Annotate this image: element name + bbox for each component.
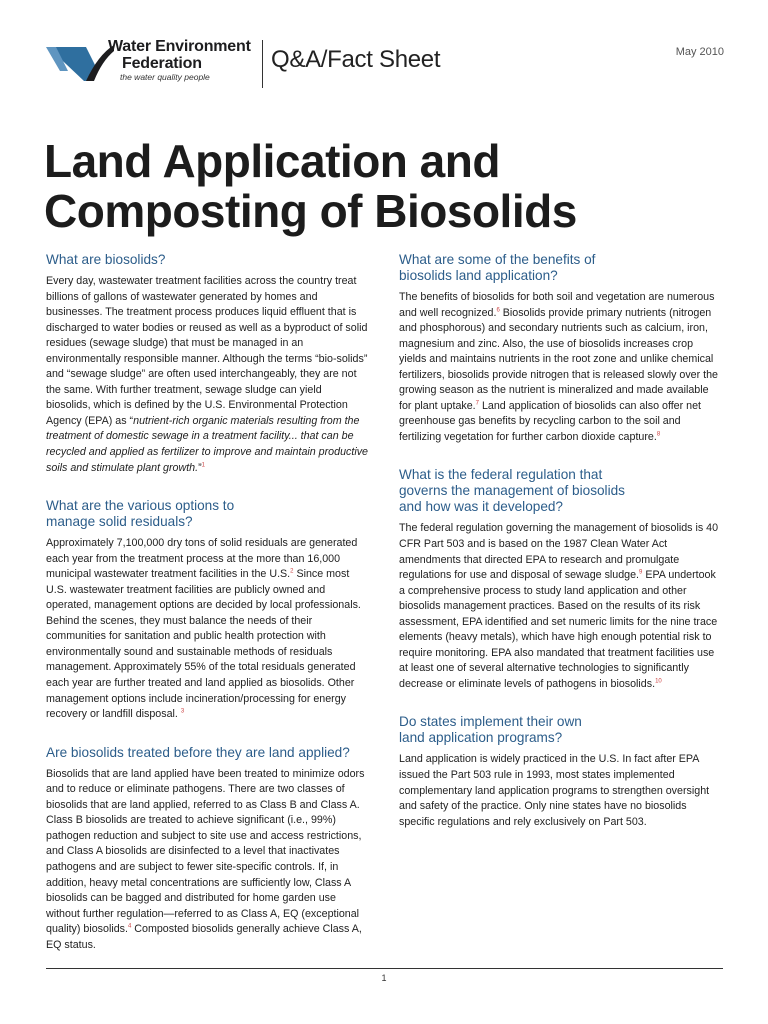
body-text: ” bbox=[198, 461, 202, 474]
org-tagline: the water quality people bbox=[120, 72, 210, 82]
qa-section bbox=[46, 252, 368, 476]
section-body bbox=[46, 536, 368, 723]
reference-marker: 9 bbox=[639, 569, 643, 576]
section-heading: Do states implement their own land application programs? bbox=[399, 714, 582, 746]
reference-marker: 4 bbox=[127, 923, 132, 930]
wef-logo-icon bbox=[46, 41, 116, 85]
title-line-1: Land Application and bbox=[44, 135, 500, 187]
document-title bbox=[44, 136, 724, 236]
org-logo-text bbox=[108, 38, 251, 82]
qa-section bbox=[399, 467, 723, 692]
section-body bbox=[46, 274, 368, 476]
reference-marker: 2 bbox=[290, 568, 294, 575]
header-divider bbox=[262, 40, 263, 88]
qa-section bbox=[46, 498, 368, 723]
reference-marker: 6 bbox=[496, 306, 500, 313]
qa-section bbox=[399, 714, 723, 830]
reference-marker: 1 bbox=[201, 462, 205, 468]
reference-marker: 3 bbox=[180, 708, 185, 715]
section-body bbox=[399, 752, 723, 830]
body-text: EPA undertook a comprehensive process to study land application and other biosolids management practices. Based on the results of its risk assessment, EPA identified and set numeric limits for the nine trace elements (heavy metals), which have high enough potential risk to require monitoring. EPA also mandated that treatment facilities use at least one of several alternative technologies to significantly decrease or eliminate levels of pathogens in biosolids. bbox=[399, 569, 718, 690]
section-heading: What are biosolids? bbox=[46, 252, 166, 267]
org-name-line1: Water Environment bbox=[108, 38, 251, 55]
org-name-line2: Federation bbox=[122, 55, 202, 72]
body-text: Composted biosolids generally achieve Class A, EQ status. bbox=[46, 923, 362, 951]
section-heading: What are the various options to manage solid residuals? bbox=[46, 498, 235, 530]
title-line-2: Composting of Biosolids bbox=[44, 185, 577, 237]
body-text: Biosolids that are land applied have been treated to minimize odors and to reduce or eliminate pathogens. There are two classes of biosolids that are land applied, referred to as Class B and Class A. Class B biosolids are treated to achieve significant (i.e., 99%) pathogen reduction and subject to site use and access restrictions, and Class A biosolids are disinfected to a level that inactivates pathogens and are subject to fewer site-specific controls. If, in addition, heavy metal concentrations are sufficiently low, Class A biosolids can be bagged and distributed for home garden use without further regulation—referred to as Class A, EQ (exceptional quality) biosolids. bbox=[46, 767, 365, 936]
footer-rule bbox=[46, 968, 723, 969]
reference-marker: 8 bbox=[656, 431, 661, 438]
quoted-definition: nutrient-rich organic materials resulting from the treatment of domestic sewage in a treatment facility... that can be recycled and applied as fertilizer to improve and maintain productive soils and stimulate plant growth. bbox=[46, 414, 368, 474]
body-text: Land application is widely practiced in the U.S. In fact after EPA issued the Part 503 rule in 1993, most states implemented complementary land application programs to strengthen oversight and safety of the practice. Only nine states have no biosolids specific regulations and rely exclusively on Part 503. bbox=[399, 753, 710, 828]
body-text: Since most U.S. wastewater treatment facilities are publicly owned and operated, management options are decided by local professionals. Behind the scenes, they must balance the needs of their communities for sanitation and public health protection with environmentally sound and sustainable methods of residuals management. Approximately 55% of the total residuals generated each year are further treated and land applied as biosolids. Other management options include incineration/processing for energy recovery or landfill disposal. bbox=[46, 568, 361, 721]
section-body bbox=[399, 521, 723, 692]
publication-date: May 2010 bbox=[675, 46, 724, 58]
body-text: Every day, wastewater treatment facilities across the country treat billions of gallons of wastewater generated by homes and businesses. The treatment process produces liquid effluent that is discharged to water bodies or reused as well as a byproduct of solid residues (sewage sludge) that must be managed in an environmentally responsible manner. Although the terms “bio-solids” and “sewage sludge” are often used interchangeably, they are not the same. With further treatment, sewage sludge can yield biosolids, which is defined by the U.S. Environmental Protection Agency (EPA) as “ bbox=[46, 275, 368, 427]
section-heading: What is the federal regulation that governs the management of biosolids and how was it developed? bbox=[399, 467, 625, 515]
document-type: Q&A/Fact Sheet bbox=[271, 46, 441, 73]
body-text: Approximately 7,100,000 dry tons of solid residuals are generated each year from the treatment process at the more than 16,000 municipal wastewater treatment facilities in the U.S. bbox=[46, 537, 358, 581]
section-body bbox=[46, 767, 368, 954]
body-text: Land application of biosolids can also offer net greenhouse gas benefits by recycling carbon to the soil and fertilizing vegetation for further carbon dioxide capture. bbox=[399, 399, 702, 443]
right-column bbox=[399, 252, 723, 852]
body-text: The federal regulation governing the management of biosolids is 40 CFR Part 503 and is based on the 1987 Clean Water Act amendments that directed EPA to research and promulgate regulations for use and disposal of sewage sludge. bbox=[399, 522, 719, 582]
body-text: Biosolids provide primary nutrients (nitrogen and phosphorous) and secondary nutrients such as calcium, iron, magnesium and zinc. Also, the use of biosolids increases crop yields and maintains nutrients in the root zone and unlike chemical fertilizers, biosolids provide nitrogen that is released slowly over the growing season as the nutrient is mineralized and made available for plant uptake. bbox=[399, 306, 718, 412]
reference-marker: 7 bbox=[475, 400, 479, 407]
document-header bbox=[46, 38, 726, 94]
qa-section bbox=[46, 745, 368, 954]
section-heading: What are some of the benefits of biosolids land application? bbox=[399, 252, 596, 283]
body-text: The benefits of biosolids for both soil and vegetation are numerous and well recognized. bbox=[399, 291, 715, 319]
reference-marker: 10 bbox=[655, 678, 662, 685]
section-body bbox=[399, 290, 723, 445]
page-number: 1 bbox=[381, 973, 387, 983]
section-heading: Are biosolids treated before they are land applied? bbox=[46, 744, 350, 760]
left-column bbox=[46, 252, 368, 975]
qa-section bbox=[399, 252, 723, 445]
